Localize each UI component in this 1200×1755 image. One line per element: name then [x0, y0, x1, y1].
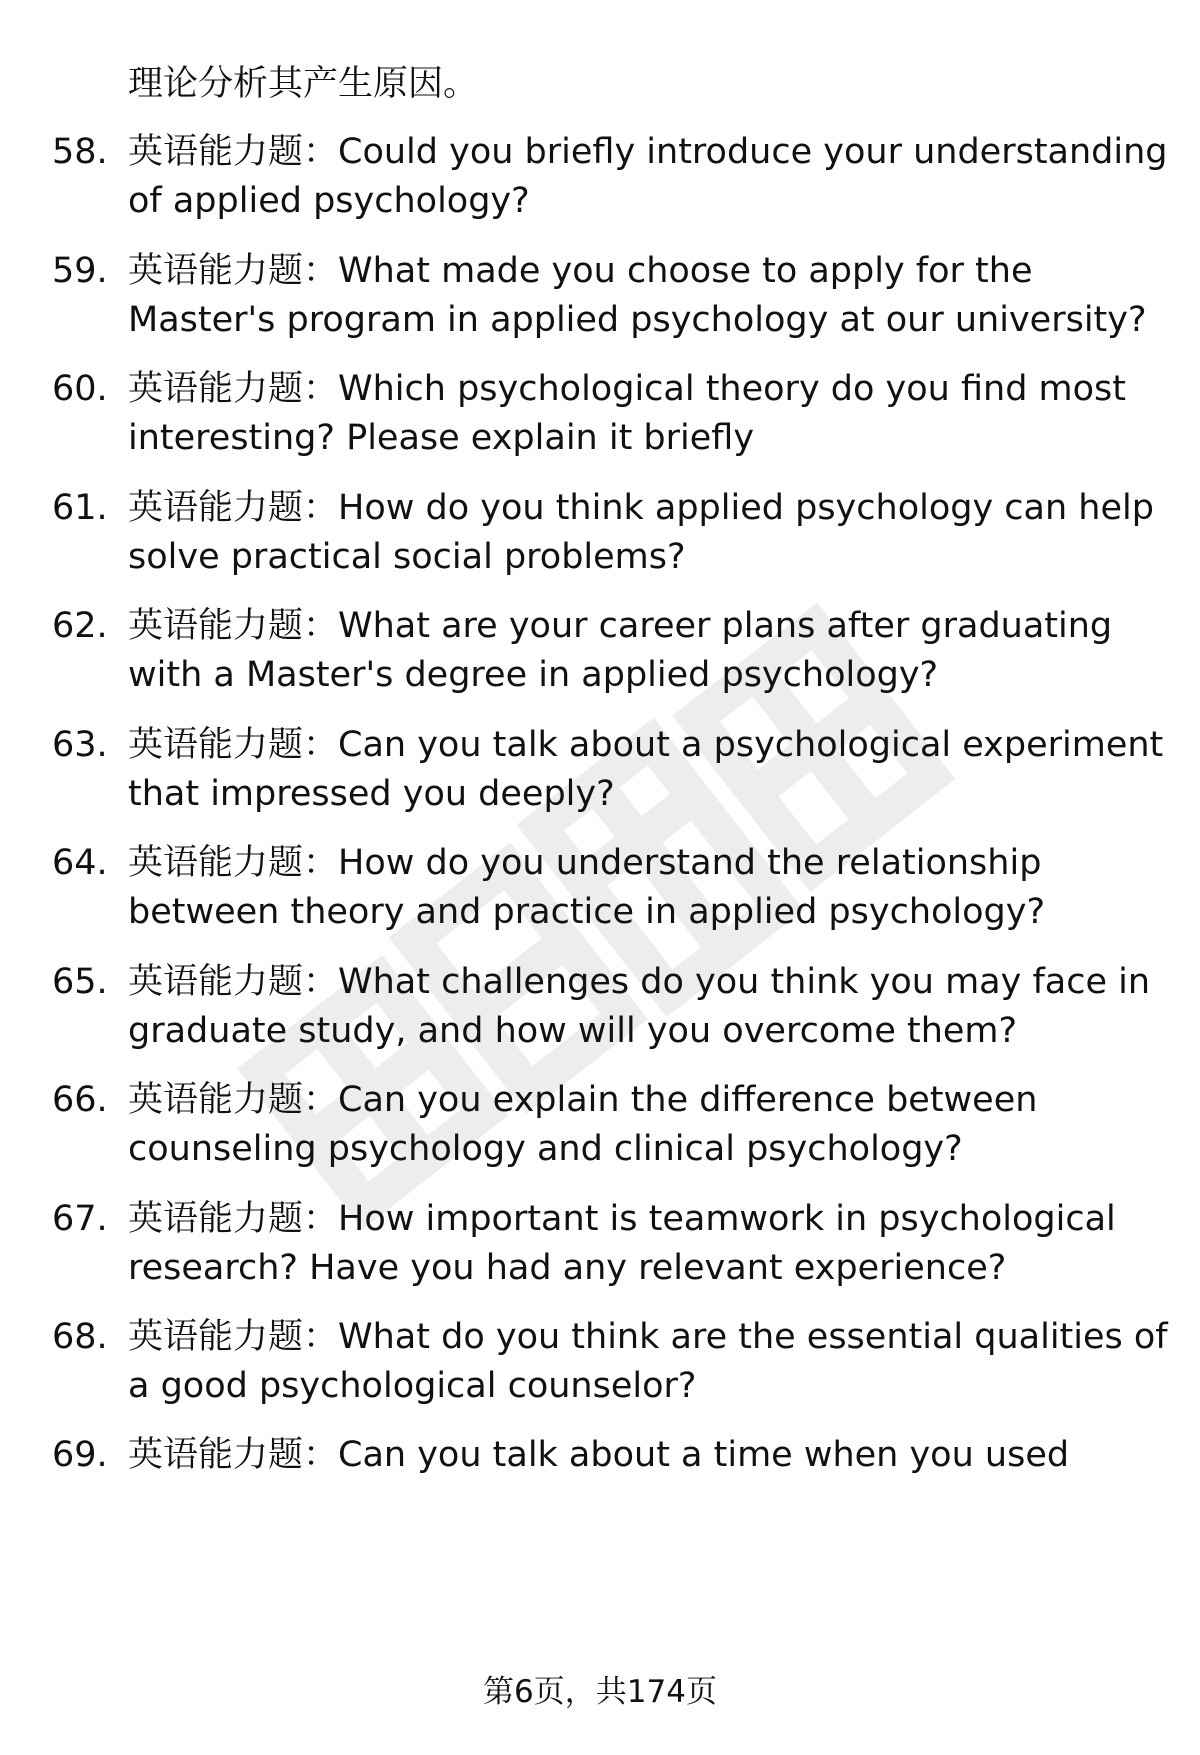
question-body: [128, 602, 1168, 700]
question-text: Could you briefly introduce your understanding of applied psychology?: [128, 132, 1168, 221]
question-body: [128, 484, 1168, 582]
question-body: [128, 839, 1168, 937]
continuation-text: 理论分析其产生原因。: [128, 64, 479, 104]
question-text: How important is teamwork in psychological research? Have you had any relevant experience?: [128, 1199, 1116, 1288]
page-footer: 第6页，共174页: [483, 1674, 717, 1710]
question-prefix: 英语能力题：: [128, 1199, 339, 1239]
question-body: [128, 1076, 1168, 1174]
question-prefix: 英语能力题：: [128, 251, 339, 291]
question-body: [128, 365, 1168, 463]
question-number: 63.: [52, 725, 108, 765]
question-number: 66.: [52, 1080, 108, 1120]
question-body: [128, 958, 1168, 1056]
question-number: 58.: [52, 132, 108, 172]
question-text: How do you understand the relationship between theory and practice in applied psychology?: [128, 843, 1046, 932]
question-prefix: 英语能力题：: [128, 962, 339, 1002]
question-prefix: 英语能力题：: [128, 725, 339, 765]
question-number: 64.: [52, 843, 108, 883]
question-text: What challenges do you think you may face in graduate study, and how will you overcome them?: [128, 962, 1151, 1051]
question-number: 65.: [52, 962, 108, 1002]
question-number: 61.: [52, 488, 108, 528]
question-body: [128, 128, 1168, 226]
question-number: 62.: [52, 606, 108, 646]
question-prefix: 英语能力题：: [128, 843, 339, 883]
question-text: What made you choose to apply for the Master's program in applied psychology at our university?: [128, 251, 1147, 340]
question-text: What are your career plans after graduating with a Master's degree in applied psychology?: [128, 606, 1113, 695]
question-number: 59.: [52, 251, 108, 291]
question-text: Can you talk about a psychological experiment that impressed you deeply?: [128, 725, 1164, 814]
question-body: [128, 1313, 1168, 1411]
question-number: 60.: [52, 369, 108, 409]
question-text: What do you think are the essential qualities of a good psychological counselor?: [128, 1317, 1168, 1406]
question-prefix: 英语能力题：: [128, 1435, 339, 1475]
question-prefix: 英语能力题：: [128, 1317, 339, 1357]
question-body: [128, 721, 1168, 819]
question-text: Which psychological theory do you find most interesting? Please explain it briefly: [128, 369, 1127, 458]
question-number: 68.: [52, 1317, 108, 1357]
question-number: 69.: [52, 1435, 108, 1475]
question-prefix: 英语能力题：: [128, 132, 339, 172]
question-prefix: 英语能力题：: [128, 488, 339, 528]
question-body: [128, 247, 1168, 345]
question-body: [128, 1195, 1168, 1293]
question-body: [128, 1431, 1168, 1480]
question-text: Can you explain the difference between counseling psychology and clinical psychology?: [128, 1080, 1038, 1169]
question-prefix: 英语能力题：: [128, 369, 339, 409]
question-number: 67.: [52, 1199, 108, 1239]
question-prefix: 英语能力题：: [128, 606, 339, 646]
question-text: How do you think applied psychology can help solve practical social problems?: [128, 488, 1154, 577]
question-text: Can you talk about a time when you used: [338, 1435, 1070, 1475]
question-prefix: 英语能力题：: [128, 1080, 339, 1120]
